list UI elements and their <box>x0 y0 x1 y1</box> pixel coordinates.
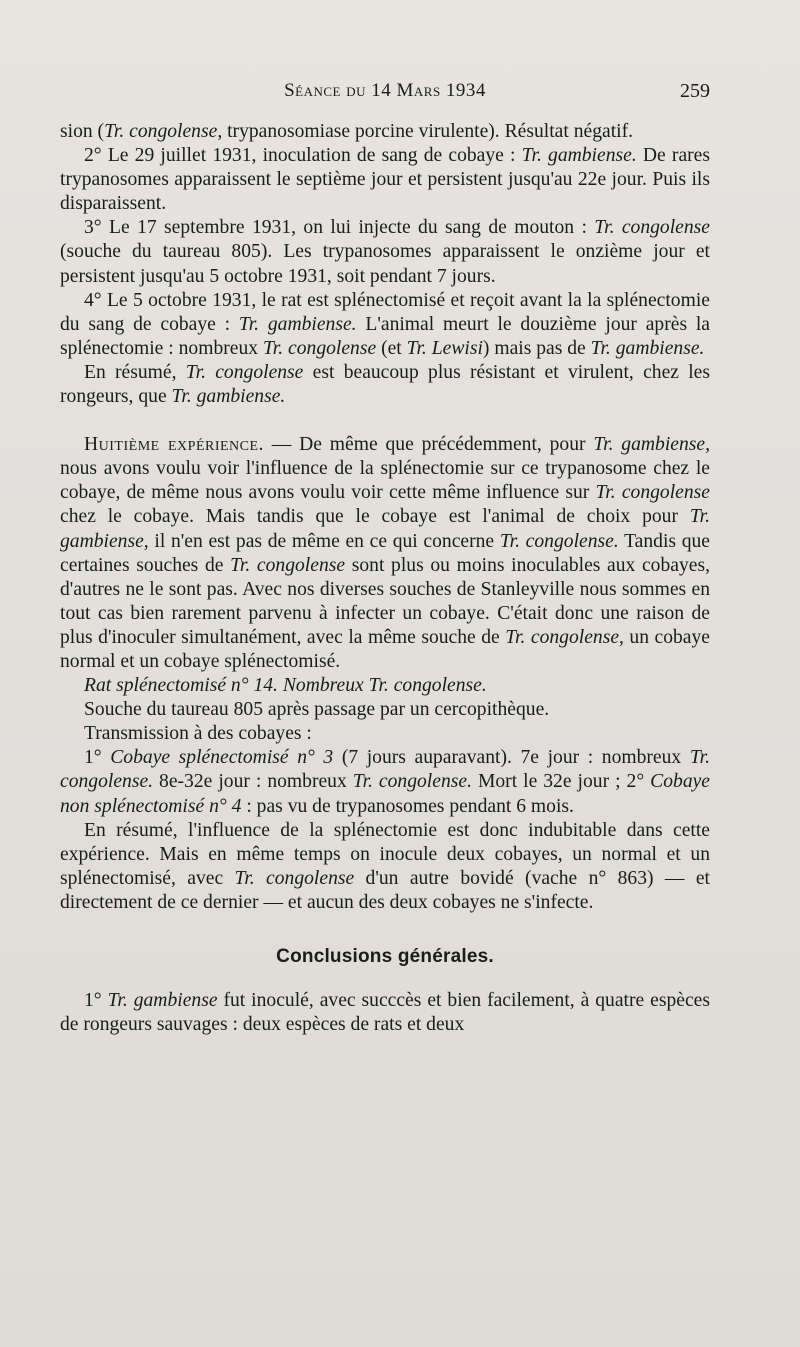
paragraph <box>60 216 710 288</box>
paragraph <box>60 698 710 722</box>
text-run: Huitième expérience. <box>84 434 264 456</box>
paragraph <box>60 433 710 674</box>
text-run: Tandis que certaines souches de <box>60 530 710 576</box>
italic-run: Cobaye non splénectomisé n° 4 <box>60 771 711 817</box>
text-run: nous avons voulu voir l'influence de la splénectomie sur ce trypanosome chez le cobaye, de même nous avons voulu voir cette même influence sur <box>60 458 710 504</box>
text-run: fut inoculé, avec succcès et bien facilement, à quatre espèces de rongeurs sauvages : deux espèces de rats et deux <box>60 990 711 1036</box>
italic-run: Tr. congolense <box>104 121 218 142</box>
text-run: En résumé, l'influence de la splénectomie est donc indubitable dans cette expérience. Mais en même temps on inocule deux cobayes, un normal et un splénectomisé, avec <box>60 819 710 889</box>
text-run: , trypanosomiase porcine virulente). Résultat négatif. <box>217 121 634 142</box>
italic-run: Tr. gambiense, <box>60 506 710 552</box>
text-run: est beaucoup plus résistant et virulent, chez les rongeurs, que <box>60 361 711 408</box>
paragraph <box>60 361 710 409</box>
text-run: un cobaye normal et un cobaye splénectomisé. <box>60 626 711 672</box>
text-run: chez le cobaye. Mais tandis que le cobaye est l'animal de choix pour <box>60 506 690 528</box>
text-run: L'animal meurt le douzième jour après la splénectomie : nombreux <box>60 313 711 359</box>
text-run: En résumé, <box>84 361 186 383</box>
paragraph <box>60 674 710 698</box>
paragraph <box>60 144 710 216</box>
italic-run: Rat splénectomisé n° 14. Nombreux Tr. congolense. <box>84 675 487 697</box>
italic-run: Tr. congolense, <box>505 626 624 648</box>
text-run: 1° <box>84 747 111 769</box>
section-heading <box>60 945 710 969</box>
italic-run: Tr. congolense <box>230 554 346 576</box>
text-run: Conclusions générales. <box>276 946 494 967</box>
paragraph <box>60 722 710 746</box>
text-run: (et <box>376 337 407 359</box>
paragraph <box>60 989 710 1037</box>
italic-run: Tr. congolense <box>594 217 710 239</box>
italic-run: Tr. congolense. <box>499 530 619 552</box>
running-title: Séance du 14 Mars 1934 <box>284 80 486 101</box>
page-header <box>60 80 710 108</box>
italic-run: Tr. gambiense, <box>593 434 710 456</box>
italic-run: Tr. congolense. <box>352 771 472 793</box>
text-run: (7 jours auparavant). 7e jour : nombreux <box>333 747 690 769</box>
italic-run: Tr. Lewisi <box>406 337 483 359</box>
text-run: 8e-32e jour : nombreux <box>153 771 353 793</box>
italic-run: Tr. congolense <box>234 867 355 889</box>
paragraph <box>60 819 710 915</box>
text-run: 3° Le 17 septembre 1931, on lui injecte du sang de mouton : <box>84 217 595 239</box>
italic-run: Tr. gambiense. <box>521 145 637 167</box>
text-run: d'un autre bovidé (vache n° 863) — et directement de ce dernier — et aucun des deux cobayes ne s'infecte. <box>60 867 710 913</box>
paragraph <box>60 289 710 361</box>
text-run: De rares trypanosomes apparaissent le septième jour et persistent jusqu'au 22e jour. Puis ils disparaissent. <box>60 145 710 215</box>
italic-run: Cobaye splénectomisé n° 3 <box>110 747 334 769</box>
text-run: 1° <box>84 990 108 1012</box>
body-text <box>60 120 710 1037</box>
text-run: sont plus ou moins inoculables aux cobayes, d'autres ne le sont pas. Avec nos diverses souches de Stanleyville nous sommes en tout cas bien rarement parvenu à infecter un cobaye. C'était donc une raison de plus d'inoculer simultanément, avec la même souche de <box>60 554 710 648</box>
text-run: 2° Le 29 juillet 1931, inoculation de sang de cobaye : <box>84 145 522 167</box>
page-number: 259 <box>680 80 710 102</box>
italic-run: Tr. congolense. <box>60 747 710 793</box>
text-run: Souche du taureau 805 après passage par un cercopithèque. <box>84 699 550 721</box>
italic-run: Tr. gambiense. <box>238 313 357 335</box>
italic-run: Tr. congolense <box>185 361 304 383</box>
paragraph <box>60 120 710 144</box>
italic-run: Tr. gambiense. <box>171 386 286 408</box>
text-run: il n'en est pas de même en ce qui concerne <box>148 530 500 552</box>
italic-run: Tr. gambiense. <box>590 337 705 359</box>
text-run: (souche du taureau 805). Les trypanosomes apparaissent le onzième jour et persistent jusqu'au 5 octobre 1931, soit pendant 7 jours. <box>60 241 710 287</box>
paragraph <box>60 746 710 818</box>
text-run: Mort le 32e jour ; 2° <box>471 771 651 793</box>
italic-run: Tr. gambiense <box>107 990 218 1012</box>
text-run: Transmission à des cobayes : <box>84 723 312 745</box>
italic-run: Tr. congolense <box>262 337 377 359</box>
text-run: : pas vu de trypanosomes pendant 6 mois. <box>241 795 574 817</box>
text-run: — De même que précédemment, pour <box>263 434 594 456</box>
italic-run: Tr. congolense <box>595 482 710 504</box>
text-run: ) mais pas de <box>482 337 591 359</box>
text-run: sion ( <box>60 121 105 142</box>
text-run: 4° Le 5 octobre 1931, le rat est splénectomisé et reçoit avant la la splénectomie du sang de cobaye : <box>60 289 710 335</box>
